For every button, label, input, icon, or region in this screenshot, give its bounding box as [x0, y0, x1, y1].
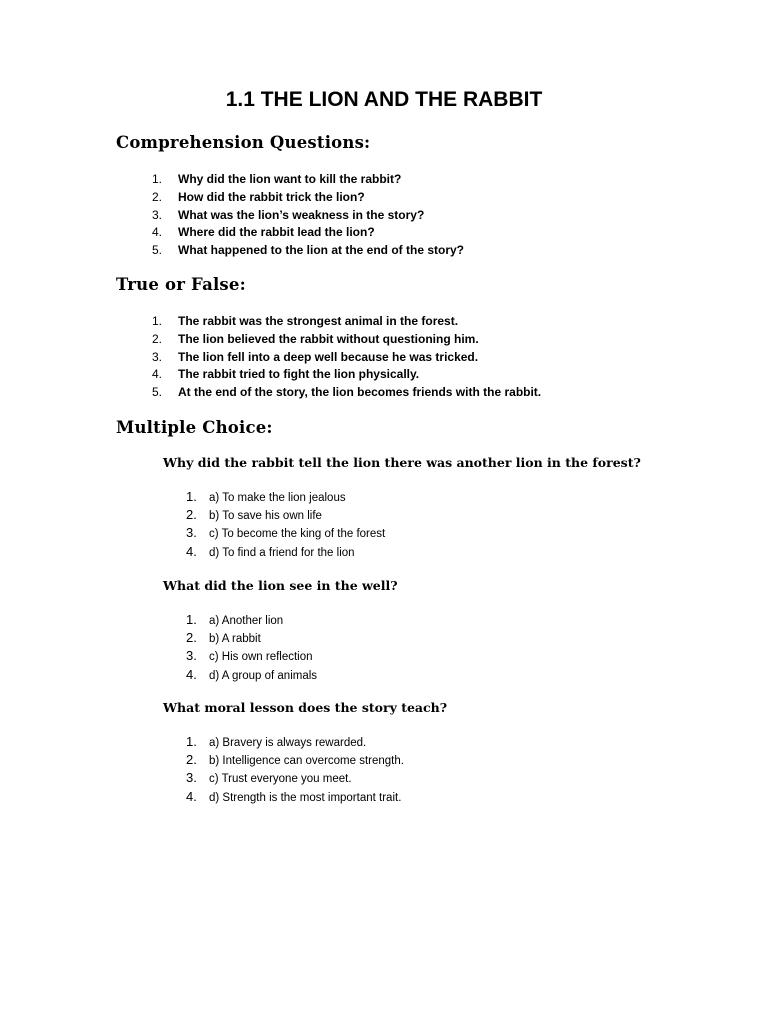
option-item: 2. b) To save his own life [186, 507, 322, 523]
mc-question-2: What did the lion see in the well? [163, 578, 398, 593]
option-item: 3. c) To become the king of the forest [186, 525, 386, 541]
option-item: 4. d) A group of animals [186, 666, 318, 682]
true-false-list [116, 313, 541, 402]
option-item: 4. d) Strength is the most important trait. [186, 788, 402, 804]
list-item: 5. What happened to the lion at the end of the story? [151, 243, 464, 258]
mc-question-3: What moral lesson does the story teach? [163, 700, 448, 715]
mc-options-3 [163, 733, 404, 806]
multiple-choice-heading: Multiple Choice: [116, 418, 273, 437]
option-item: 1. a) Another lion [186, 612, 284, 627]
list-item: 1. Why did the lion want to kill the rabbit? [151, 172, 402, 186]
mc-options-2 [163, 611, 317, 684]
list-item: 4. Where did the rabbit lead the lion? [151, 225, 375, 240]
true-false-heading: True or False: [116, 275, 246, 294]
option-item: 2. b) A rabbit [186, 630, 261, 646]
list-item: 4. The rabbit tried to fight the lion physically. [151, 367, 420, 382]
option-item: 4. d) To find a friend for the lion [186, 543, 355, 559]
list-item: 1. The rabbit was the strongest animal in the forest. [151, 314, 459, 328]
comprehension-heading: Comprehension Questions: [116, 133, 371, 152]
list-item: 3. What was the lion’s weakness in the story? [151, 207, 425, 222]
list-item: 5. At the end of the story, the lion becomes friends with the rabbit. [151, 385, 542, 400]
option-item: 2. b) Intelligence can overcome strength. [186, 752, 404, 768]
option-item: 3. c) Trust everyone you meet. [186, 770, 352, 786]
option-item: 1. a) To make the lion jealous [186, 489, 346, 504]
option-item: 3. c) His own reflection [186, 648, 313, 664]
mc-options-1 [163, 488, 385, 561]
document-title: 1.1 THE LION AND THE RABBIT [225, 88, 543, 111]
option-item: 1. a) Bravery is always rewarded. [186, 734, 367, 749]
comprehension-list [116, 171, 464, 260]
list-item: 2. How did the rabbit trick the lion? [151, 189, 365, 204]
list-item: 3. The lion fell into a deep well because he was tricked. [151, 349, 479, 364]
mc-question-1: Why did the rabbit tell the lion there was another lion in the forest? [163, 455, 641, 470]
list-item: 2. The lion believed the rabbit without questioning him. [151, 331, 479, 346]
